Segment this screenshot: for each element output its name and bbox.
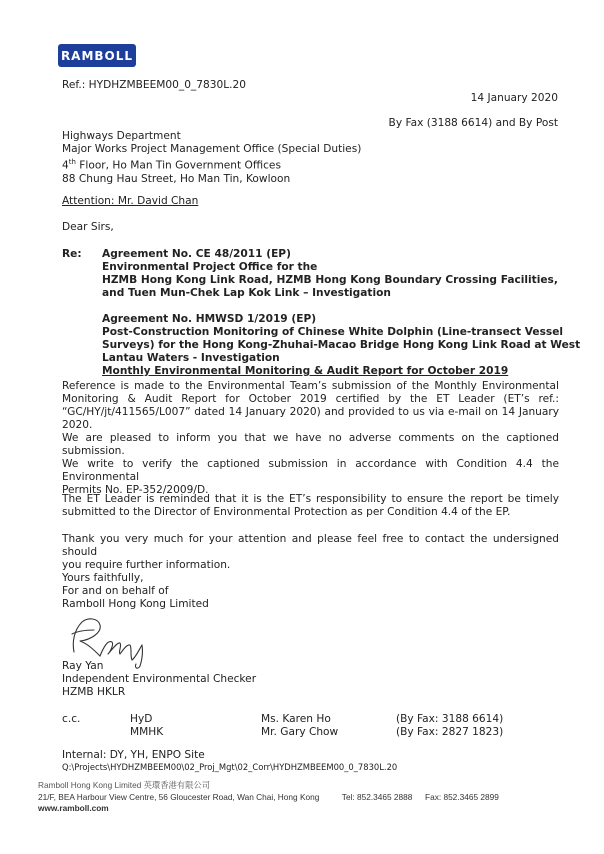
floor-rest: Floor, Ho Man Tin Government Offices [75, 159, 281, 172]
paragraph-thanks [62, 533, 559, 572]
subject-line: Agreement No. HMWSD 1/2019 (EP) [102, 313, 317, 325]
signer-org: HZMB HKLR [62, 686, 126, 698]
paragraph-reminder [62, 493, 559, 519]
cc-person: Ms. Karen Ho [261, 713, 331, 725]
subject-line: Lantau Waters - Investigation [102, 352, 280, 364]
logo-text: RAMBOLL [60, 48, 134, 63]
salutation: Dear Sirs, [62, 221, 114, 233]
para-line: We are pleased to inform you that we have no adverse comments on the captioned submission. [62, 432, 559, 457]
closing-line: Yours faithfully, [62, 572, 144, 584]
subject-line: Agreement No. CE 48/2011 (EP) [102, 248, 291, 260]
footer-company: Ramboll Hong Kong Limited 英環香港有限公司 [38, 780, 210, 790]
para-line: The ET Leader is reminded that it is the ET’s responsibility to ensure the report be timely [62, 493, 559, 505]
re-label: Re: [62, 248, 82, 260]
footer-address-line [38, 792, 499, 802]
cc-fax: (By Fax: 3188 6614) [396, 713, 504, 725]
para-line: submitted to the Director of Environmental Protection as per Condition 4.4 of the EP. [62, 506, 511, 518]
footer-address: 21/F, BEA Harbour View Centre, 56 Gloucester Road, Wan Chai, Hong Kong [38, 792, 320, 802]
closing-line: For and on behalf of [62, 585, 169, 597]
subject-line: HZMB Hong Kong Link Road, HZMB Hong Kong Boundary Crossing Facilities, [102, 274, 558, 286]
cc-person: Mr. Gary Chow [261, 726, 339, 738]
paragraph-reference [62, 380, 559, 432]
paragraph-verification [62, 432, 559, 497]
subject-report-title: Monthly Environmental Monitoring & Audit Report for October 2019 [102, 365, 509, 377]
address-line: 88 Chung Hau Street, Ho Man Tin, Kowloon [62, 172, 291, 185]
closing-line: Ramboll Hong Kong Limited [62, 598, 209, 610]
letter-date: 14 January 2020 [470, 92, 558, 104]
para-line: We write to verify the captioned submission in accordance with Condition 4.4 the Environmental [62, 458, 559, 483]
floor-suffix: th [68, 158, 76, 166]
para-line: 2020. [62, 419, 93, 431]
subject-line: Environmental Project Office for the [102, 261, 318, 273]
cc-org: HyD [130, 713, 153, 725]
para-line: Thank you very much for your attention and please feel free to contact the undersigned should [62, 533, 559, 558]
cc-org: MMHK [130, 726, 164, 738]
signer-name: Ray Yan [62, 660, 104, 672]
address-line: Major Works Project Management Office (Special Duties) [62, 143, 362, 155]
reference-number: Ref.: HYDHZMBEEM00_0_7830L.20 [62, 79, 246, 91]
subject-line: Post-Construction Monitoring of Chinese White Dolphin (Line-transect Vessel [102, 326, 564, 338]
footer-tel: Tel: 852.3465 2888 [341, 792, 413, 802]
attention-line: Attention: Mr. David Chan [62, 195, 199, 207]
para-line: Permits No. EP-352/2009/D. [62, 484, 209, 496]
subject-line: and Tuen Mun-Chek Lap Kok Link – Investigation [102, 287, 391, 299]
delivery-method: By Fax (3188 6614) and By Post [388, 117, 558, 129]
floor-number: 4 [62, 159, 69, 172]
cc-label: c.c. [62, 713, 81, 725]
footer-fax: Fax: 852.3465 2899 [425, 792, 499, 802]
para-line: “GC/HY/jt/411565/L007” dated 14 January 2020) and provided to us via e-mail on 14 January [62, 406, 559, 418]
subject-line: Surveys) for the Hong Kong-Zhuhai-Macao Bridge Hong Kong Link Road at West [102, 339, 581, 351]
address-block [62, 130, 361, 186]
footer-website[interactable]: www.ramboll.com [38, 803, 109, 813]
para-line: you require further information. [62, 559, 231, 571]
subject-block [102, 248, 580, 378]
para-line: Reference is made to the Environmental Team’s submission of the Monthly Environmental [62, 380, 559, 392]
internal-distribution: Internal: DY, YH, ENPO Site [62, 749, 205, 761]
cc-fax: (By Fax: 2827 1823) [396, 726, 504, 738]
file-path: Q:\Projects\HYDHZMBEEM00\02_Proj_Mgt\02_Corr\HYDHZMBEEM00_0_7830L.20 [62, 762, 398, 772]
signer-block [62, 660, 256, 699]
para-line: Monitoring & Audit Report for October 2019 certified by the ET Leader (ET’s ref.: [62, 393, 559, 405]
ramboll-logo [58, 44, 136, 67]
signer-title: Independent Environmental Checker [62, 673, 257, 685]
closing-block [62, 572, 209, 611]
address-line: Highways Department [62, 130, 181, 142]
address-line [62, 156, 361, 173]
